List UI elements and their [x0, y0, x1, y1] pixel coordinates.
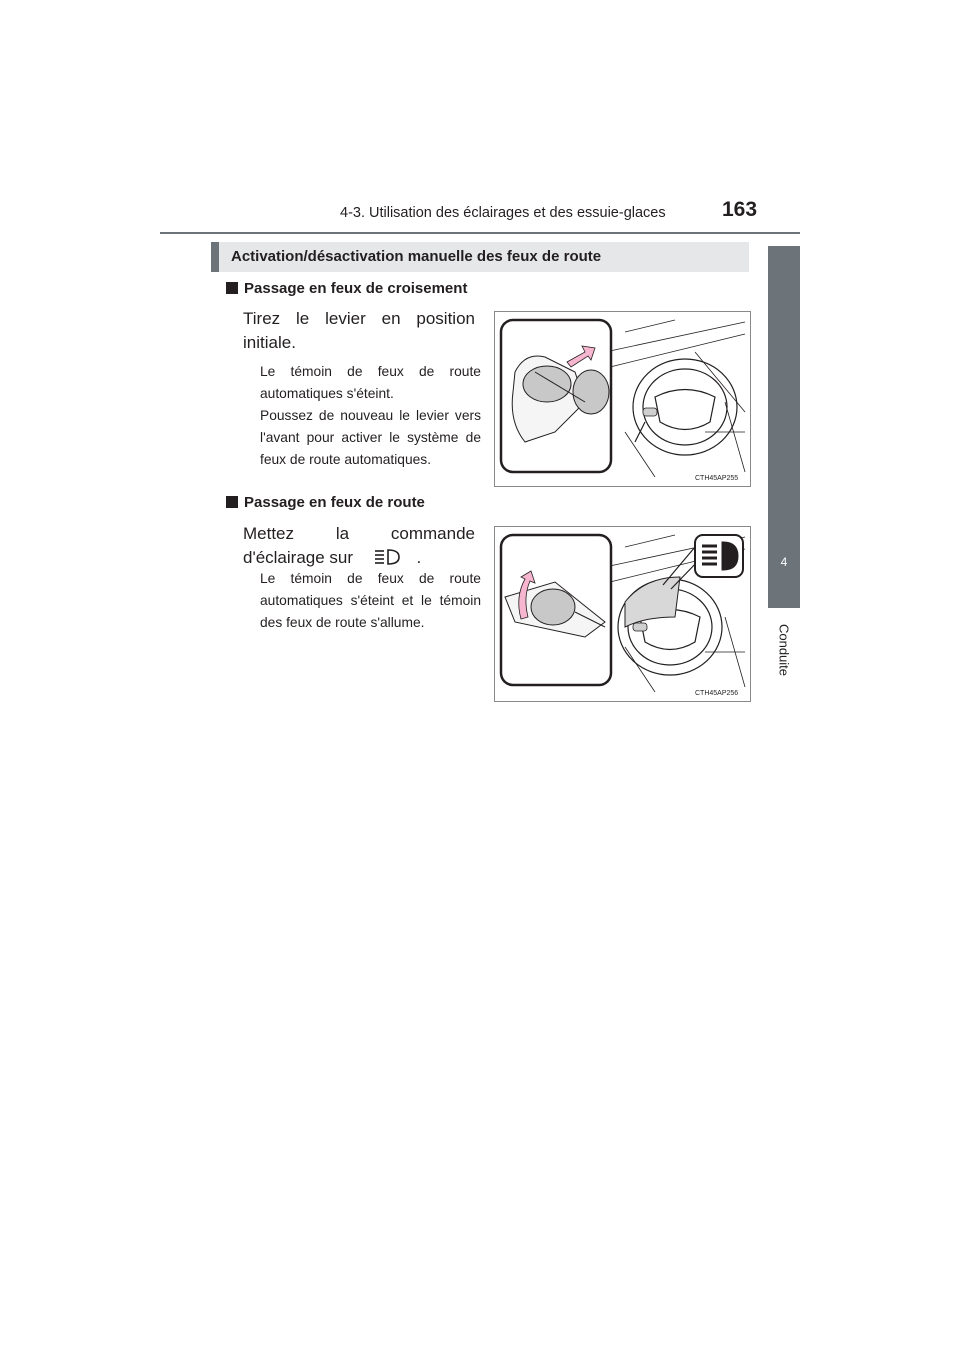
section-title: Activation/désactivation manuelle des feux de route	[231, 248, 602, 265]
figure-code: CTH45AP256	[695, 690, 739, 697]
item-instruction	[243, 522, 475, 570]
item-title-text: Passage en feux de route	[244, 494, 425, 511]
item-title-low-beam	[226, 280, 467, 297]
page-number: 163	[722, 198, 758, 221]
bullet-square-icon	[226, 282, 238, 294]
high-beam-icon	[372, 547, 402, 567]
item-note: Le témoin de feux de route automatiques s'éteint.	[260, 364, 481, 401]
instruction-end: .	[416, 548, 422, 567]
header-rule	[160, 232, 800, 234]
item-note: Poussez de nouveau le levier vers l'avant pour activer le système de feux de route automatiques.	[260, 408, 481, 467]
figure-code: CTH45AP255	[695, 475, 739, 482]
item-instruction-text: Mettez la commande d'éclairage sur	[243, 524, 475, 567]
bullet-square-icon	[226, 496, 238, 508]
dashboard-illustration	[495, 527, 750, 701]
item-instruction: Tirez le levier en position initiale.	[243, 309, 475, 352]
chapter-label-container	[768, 620, 800, 680]
item-note: Le témoin de feux de route automatiques s'éteint et le témoin des feux de route s'allume.	[260, 571, 481, 630]
lever-pull-figure	[494, 311, 751, 487]
chapter-label: Conduite	[776, 623, 792, 677]
section-header-title: 4-3. Utilisation des éclairages et des essuie-glaces	[340, 205, 666, 221]
dashboard-illustration	[495, 312, 750, 486]
high-beam-figure	[494, 526, 751, 702]
section-title-bar	[211, 242, 749, 272]
chapter-tab	[768, 246, 800, 608]
item-title-high-beam	[226, 494, 425, 511]
item-title-text: Passage en feux de croisement	[244, 280, 468, 297]
chapter-number: 4	[780, 555, 788, 569]
